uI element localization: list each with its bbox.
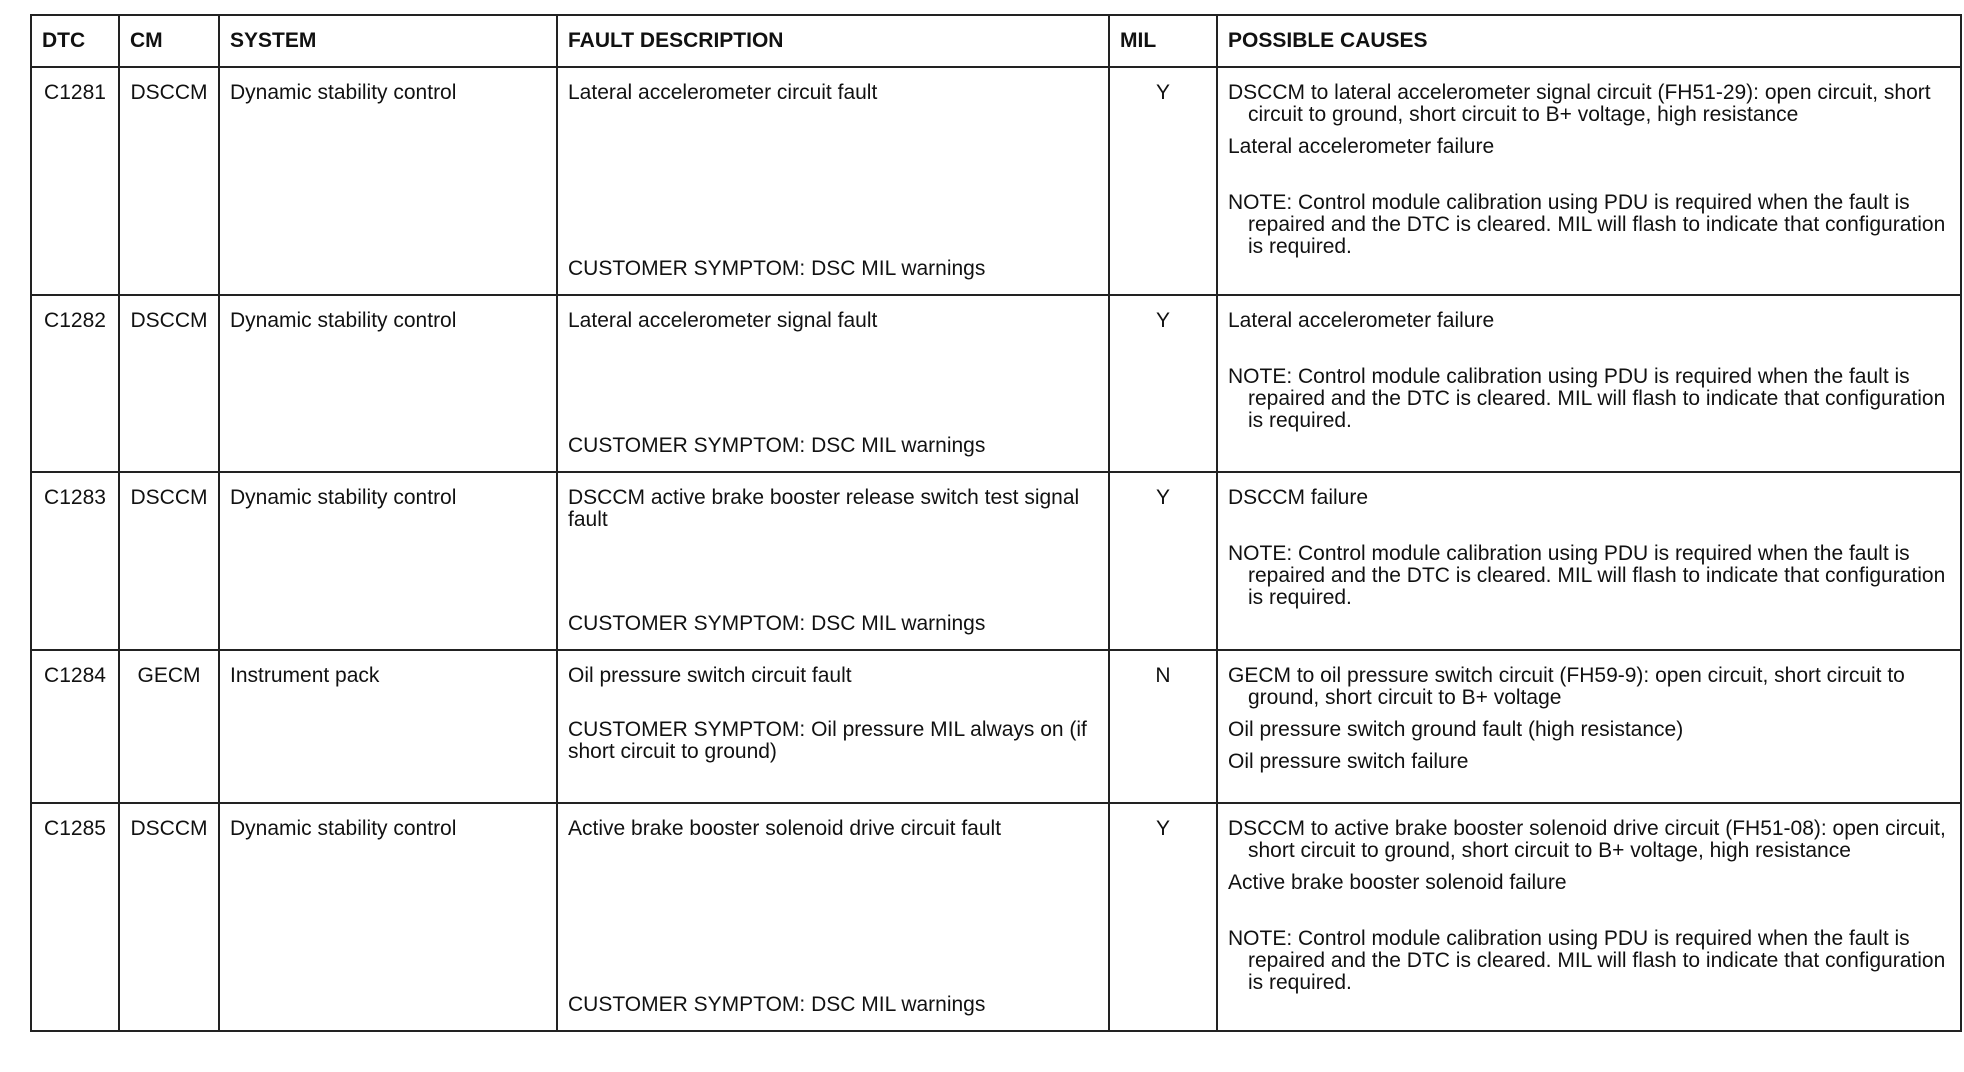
customer-symptom: CUSTOMER SYMPTOM: DSC MIL warnings: [568, 434, 986, 457]
system-name: Dynamic stability control: [219, 67, 557, 295]
table-row: [31, 650, 1961, 803]
mil-flag: Y: [1109, 67, 1217, 295]
mil-flag: N: [1109, 650, 1217, 803]
dtc-code: C1284: [31, 650, 119, 803]
calibration-note: NOTE: Control module calibration using PDU is required when the fault is repaired and the DTC is cleared. MIL will flash to indicate that configuration is required.: [1228, 365, 1946, 432]
calibration-note: NOTE: Control module calibration using PDU is required when the fault is repaired and the DTC is cleared. MIL will flash to indicate that configuration is required.: [1228, 927, 1946, 994]
customer-symptom: CUSTOMER SYMPTOM: DSC MIL warnings: [568, 993, 986, 1016]
cause-item: GECM to oil pressure switch circuit (FH59-9): open circuit, short circuit to ground, short circuit to B+ voltage: [1228, 664, 1905, 709]
fault-description: [557, 67, 1109, 295]
dtc-code: C1281: [31, 67, 119, 295]
header-possible-causes: POSSIBLE CAUSES: [1217, 15, 1961, 67]
customer-symptom: CUSTOMER SYMPTOM: DSC MIL warnings: [568, 612, 986, 635]
possible-causes: [1217, 67, 1961, 295]
control-module: DSCCM: [119, 803, 219, 1031]
header-system: SYSTEM: [219, 15, 557, 67]
cause-item: DSCCM to active brake booster solenoid drive circuit (FH51-08): open circuit, short circuit to ground, short circuit to B+ voltage, high resistance: [1228, 817, 1946, 862]
cause-item: DSCCM failure: [1228, 486, 1369, 509]
control-module: GECM: [119, 650, 219, 803]
system-name: Instrument pack: [219, 650, 557, 803]
customer-symptom: CUSTOMER SYMPTOM: DSC MIL warnings: [568, 257, 986, 280]
table-row: [31, 803, 1961, 1031]
calibration-note: NOTE: Control module calibration using PDU is required when the fault is repaired and the DTC is cleared. MIL will flash to indicate that configuration is required.: [1228, 191, 1946, 258]
header-fault-description: FAULT DESCRIPTION: [557, 15, 1109, 67]
cause-item: Active brake booster solenoid failure: [1228, 871, 1567, 894]
header-cm: CM: [119, 15, 219, 67]
table-row: [31, 295, 1961, 472]
dtc-code: C1283: [31, 472, 119, 650]
fault-text: Active brake booster solenoid drive circuit fault: [568, 817, 1002, 840]
system-name: Dynamic stability control: [219, 295, 557, 472]
dtc-code: C1282: [31, 295, 119, 472]
cause-item: DSCCM to lateral accelerometer signal circuit (FH51-29): open circuit, short circuit to ground, short circuit to B+ voltage, high resistance: [1228, 81, 1931, 126]
possible-causes: [1217, 803, 1961, 1031]
customer-symptom: CUSTOMER SYMPTOM: Oil pressure MIL always on (if short circuit to ground): [568, 718, 1087, 763]
dtc-table: [30, 14, 1962, 1032]
mil-flag: Y: [1109, 803, 1217, 1031]
cause-item: Lateral accelerometer failure: [1228, 135, 1495, 158]
header-row: [31, 15, 1961, 67]
fault-description: [557, 472, 1109, 650]
header-mil: MIL: [1109, 15, 1217, 67]
control-module: DSCCM: [119, 472, 219, 650]
table-row: [31, 67, 1961, 295]
mil-flag: Y: [1109, 472, 1217, 650]
fault-text: Lateral accelerometer signal fault: [568, 309, 878, 332]
cause-item: Lateral accelerometer failure: [1228, 309, 1495, 332]
cause-item: Oil pressure switch ground fault (high resistance): [1228, 718, 1684, 741]
fault-text: Lateral accelerometer circuit fault: [568, 81, 878, 104]
table-row: [31, 472, 1961, 650]
calibration-note: NOTE: Control module calibration using PDU is required when the fault is repaired and the DTC is cleared. MIL will flash to indicate that configuration is required.: [1228, 542, 1946, 609]
possible-causes: [1217, 472, 1961, 650]
fault-description: [557, 803, 1109, 1031]
fault-text: DSCCM active brake booster release switch test signal fault: [568, 486, 1080, 531]
system-name: Dynamic stability control: [219, 472, 557, 650]
system-name: Dynamic stability control: [219, 803, 557, 1031]
control-module: DSCCM: [119, 67, 219, 295]
fault-description: [557, 295, 1109, 472]
fault-text: Oil pressure switch circuit fault: [568, 664, 852, 687]
control-module: DSCCM: [119, 295, 219, 472]
possible-causes: [1217, 295, 1961, 472]
possible-causes: [1217, 650, 1961, 803]
mil-flag: Y: [1109, 295, 1217, 472]
header-dtc: DTC: [31, 15, 119, 67]
cause-item: Oil pressure switch failure: [1228, 750, 1469, 773]
fault-description: [557, 650, 1109, 803]
dtc-code: C1285: [31, 803, 119, 1031]
